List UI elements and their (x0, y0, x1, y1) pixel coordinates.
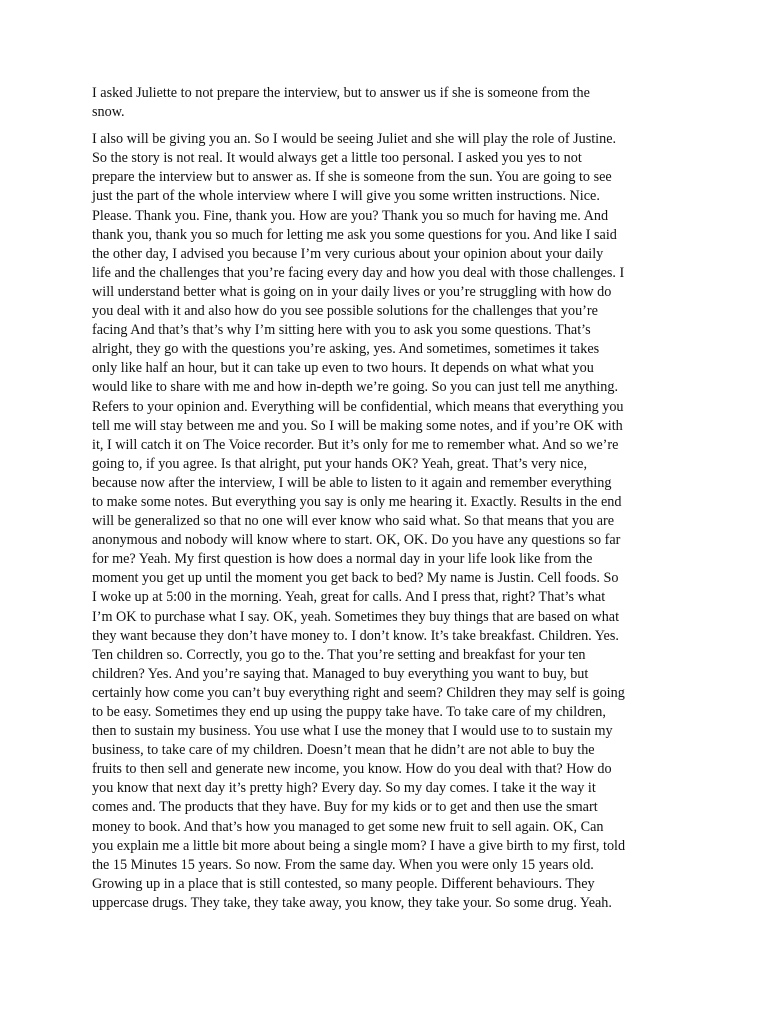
transcript-paragraph: I also will be giving you an. So I would be seeing Juliet and she will play the role of Justine. So the story is not real. It would always get a little too personal. I asked you yes to not prepare the interview but to answer as. If she is someone from the sun. You are going to see just the part of the whole interview where I will give you some written instructions. Nice. Please. Thank you. Fine, thank you. How are you? Thank you so much for having me. And thank you, thank you so much for letting me ask you some questions for you. And like I said the other day, I advised you because I’m very curious about your opinion about your daily life and the challenges that you’re facing every day and how you deal with those challenges. I will understand better what is going on in your daily lives or you’re struggling with how do you deal with it and also how do you see possible solutions for the challenges that you’re facing And that’s that’s why I’m sitting here with you to ask you some questions. That’s alright, they go with the questions you’re asking, yes. And sometimes, sometimes it takes only like half an hour, but it can take up even to two hours. It depends on what what you would like to share with me and how in-depth we’re going. So you can just tell me anything. Refers to your opinion and. Everything will be confidential, which means that everything you tell me will stay between me and you. So I will be making some notes, and if you’re OK with it, I will catch it on The Voice recorder. But it’s only for me to remember what. And so we’re going to, if you agree. Is that alright, put your hands OK? Yeah, great. That’s very nice, because now after the interview, I will be able to listen to it again and remember everything to make some notes. But everything you say is only me hearing it. Exactly. Results in the end will be generalized so that no one will ever know who said what. So that means that you are anonymous and nobody will know where to start. OK, OK. Do you have any questions so far for me? Yeah. My first question is how does a normal day in your life look like from the moment you get up until the moment you get back to bed? My name is Justin. Cell foods. So I woke up at 5:00 in the morning. Yeah, great for calls. And I press that, right? That’s what I’m OK to purchase what I say. OK, yeah. Sometimes they buy things that are based on what they want because they don’t have money to. I don’t know. It’s take breakfast. Children. Yes. Ten children so. Correctly, you go to the. That you’re setting and breakfast for your ten children? Yes. And you’re saying that. Managed to buy everything you want to buy, but certainly how come you can’t buy everything right and seem? Children they may self is going to be easy. Sometimes they end up using the puppy take have. To take care of my children, then to sustain my business. You use what I use the money that I would use to to sustain my business, to take care of my children. Doesn’t mean that he didn’t are not able to buy the fruits to then sell and generate new income, you know. How do you deal with that? How do you know that next day it’s pretty high? Every day. So my day comes. I take it the way it comes and. The products that they have. Buy for my kids or to get and then use the smart money to book. And that’s how you managed to get some new fruit to sell again. OK, Can you explain me a little bit more about being a single mom? I have a give birth to my first, told the 15 Minutes 15 years. So now. From the same day. When you were only 15 years old. Growing up in a place that is still contested, so many people. Different behaviours. They uppercase drugs. They take, they take away, you know, they take your. So some drug. Yeah. (92, 131, 626, 911)
document-page (92, 84, 676, 913)
intro-paragraph: I asked Juliette to not prepare the interview, but to answer us if she is someone from the snow. (92, 85, 590, 121)
